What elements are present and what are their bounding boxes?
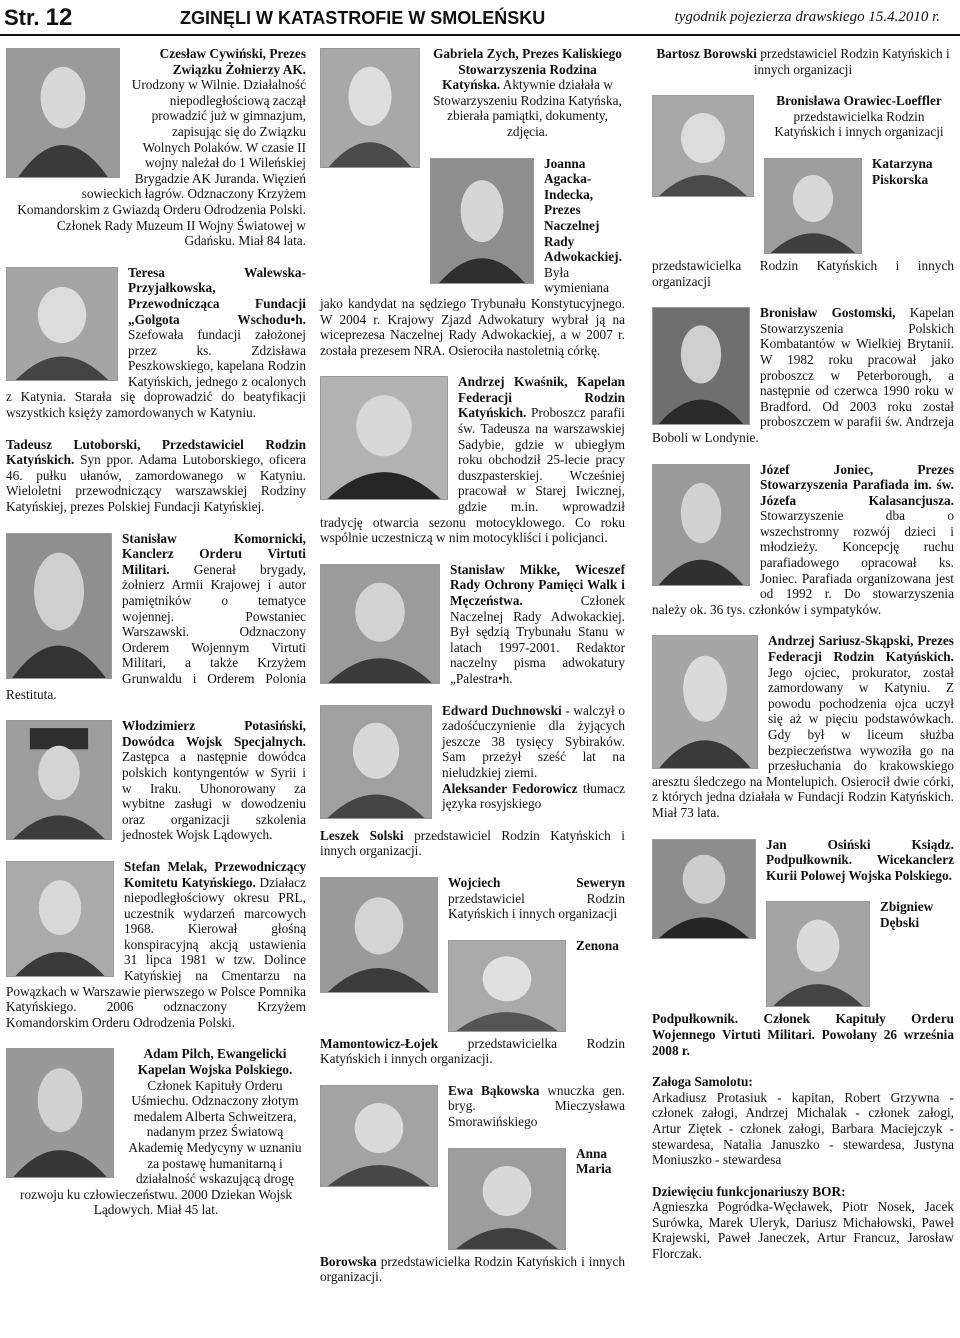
- entry-pilch: Adam Pilch, Ewangelicki Kapelan Wojska Polskiego. Członek Kapituły Orderu Uśmiechu. Odznaczony złotym medalem Alberta Schweitzera, nadanym przez Światową Akademię Medycyny w uznaniu za postawę humanitarną i działalność wskazującą drogę rozwoju ku człowieczeństwu. 2000 Dziekan Wojsk Lądowych. Miał 45 lat.: [6, 1046, 306, 1218]
- entry-zych: Gabriela Zych, Prezes Kaliskiego Stowarzyszenia Rodzina Katyńska. Aktywnie działała w Stowarzyszeniu Rodzina Katyńska, zbierała pamiątki, dokumenty, zdjęcia.: [320, 46, 625, 140]
- entry-bakowska: Ewa Bąkowska wnuczka gen. bryg. Mieczysława Smorawińskiego: [320, 1083, 625, 1130]
- portrait-photo: [6, 533, 112, 679]
- entry-walewska: Teresa Walewska-Przyjałkowska, Przewodnicząca Fundacji „Golgota Wschodu•h. Szefowała fundacji założonej przez ks. Zdzisława Peszkowskiego, kapelana Rodzin Katyńskich, jednego z ocalonych z Katynia. Starała się doprowadzić do beatyfikacji wszystkich księży zamordowanych w Katyniu.: [6, 264, 306, 421]
- page-number: Str. 12: [4, 4, 73, 31]
- section-title: ZGINĘLI W KATASTROFIE W SMOLEŃSKU: [180, 8, 546, 28]
- portrait-photo: [320, 564, 440, 684]
- entry-sariusz: Andrzej Sariusz-Skąpski, Prezes Federacji Rodzin Katyńskich. Jego ojciec, prokurator, został zamordowany w Katyniu. Z powodu pochodzenia ojca uczył się aż w pięciu podstawówkach. Gdy był w liceum służba bezpieczeństwa wywoziła go na przesłuchania do krakowskiego aresztu śledczego na Montelupich. Osierocił dwie córki, z których jedna działała w Fundacji Rodzin Katyńskich. Miał 73 lata.: [652, 633, 954, 820]
- portrait-photo: [652, 307, 750, 425]
- entry-duchnowski: Edward Duchnowski - walczył o zadośćuczynienie dla żyjących jeszcze 38 tysięcy Sybiraków. Sam przeżył sześć lat na nieludzkiej ziemi.: [320, 703, 625, 781]
- entry-borowska: Anna Maria Borowska przedstawicielka Rodzin Katyńskich i innych organizacji.: [320, 1145, 625, 1285]
- portrait-photo: [764, 158, 862, 254]
- entry-cywinski: Czesław Cywiński, Prezes Związku Żołnierzy AK. Urodzony w Wilnie. Działalność niepodległościową zaczął prowadzić już w gimnazjum, zapisując się do Związku Wolnych Polaków. W czasie II wojny należał do 1 Wileńskiej Brygadzie AK Juranda. Więzień sowieckich łagrów. Odznaczony Krzyżem Komandorskim z Gwiazdą Orderu Odrodzenia Polski. Członek Rady Muzeum II Wojny Światowej w Gdańsku. Miał 84 lata.: [6, 46, 306, 249]
- header-rule: [0, 34, 960, 36]
- entry-mamontowicz: Zenona Mamontowicz-Łojek przedstawicielka Rodzin Katyńskich i innych organizacji.: [320, 937, 626, 1067]
- portrait-photo: [6, 720, 112, 840]
- portrait-photo: [320, 376, 448, 500]
- portrait-photo: [6, 1048, 114, 1178]
- entry-komornicki: Stanisław Komornicki, Kanclerz Orderu Virtuti Militari. Generał brygady, żołnierz Armii Krajowej i autor pamiętników o tematyce wojennej. Powstaniec Warszawski. Odznaczony Orderem Wojennym Virtuti Militari, a także Krzyżem Grunwaldu i Orderem Polonia Restituta.: [6, 530, 306, 702]
- portrait-photo: [6, 267, 118, 381]
- entry-orawiec: Bronisława Orawiec-Loeffler przedstawicielka Rodzin Katyńskich i innych organizacji: [652, 93, 954, 140]
- entry-zaloga: Załoga Samolotu: Arkadiusz Protasiuk - kapitan, Robert Grzywna - członek załogi, Andrzej Michalak - członek załogi, Artur Ziętek - członek załogi, Barbara Maciejczyk - stewardesa, Natalia Januszko - stewardesa, Justyna Moniuszko - stewardesa: [652, 1074, 954, 1168]
- entry-gostomski: Bronisław Gostomski, Kapelan Stowarzyszenia Polskich Kombatantów w Wielkiej Brytanii. W 1982 roku pracował jako proboszcz w Peterborough, a następnie od czerwca 1990 roku w Bradford. Od 2003 roku został proboszczem w parafii św. Andrzeja Boboli w Londynie.: [652, 305, 955, 445]
- entry-debski: Zbigniew Dębski Podpułkownik. Członek Kapituły Orderu Wojennego Virtuti Militari. Powołany 26 września 2008 r.: [652, 899, 954, 1058]
- entry-joniec: Józef Joniec, Prezes Stowarzyszenia Parafiada im. św. Józefa Kalasancjusza. Stowarzyszenie dba o wszechstronny rozwój dzieci i młodzieży. Koncepcję ruchu parafiadowego opracował ks. Joniec. Parafiada organizowana jest od 1992 r. Do stowarzyszenia należy ok. 36 tys. członków i sympatyków.: [652, 461, 954, 617]
- entry-mikke: Stanisław Mikke, Wiceszef Rady Ochrony Pamięci Walk i Męczeństwa. Członek Naczelnej Rady Adwokackiej. Był sędzią Trybunału Stanu w latach 1997-2001. Redaktor naczelny pisma adwokatury „Palestra•h.: [320, 562, 625, 687]
- column-2: [320, 46, 625, 1285]
- entry-solski: Leszek Solski przedstawiciel Rodzin Katyńskich i innych organizacji.: [320, 827, 625, 859]
- entry-melak: Stefan Melak, Przewodniczący Komitetu Katyńskiego. Działacz niepodległościowy okresu PRL, uczestnik wydarzeń marcowych 1968. Kierował głośną konspiracyjną akcją ustawienia 31 lipca 1981 w tzw. Dolince Katyńskiej na Cmentarzu na Powązkach w Warszawie pierwszego w Polsce Pomnika Katyńskiego. 2006 odznaczony Krzyżem Komandorskim Orderu Odrodzenia Polski.: [6, 858, 306, 1030]
- entry-fedorowicz: Aleksander Fedorowicz tłumacz języka rosyjskiego: [442, 780, 625, 812]
- entry-osinski: Jan Osiński Ksiądz. Podpułkownik. Wicekanclerz Kurii Polowej Wojska Polskiego.: [652, 837, 954, 884]
- entry-potasinski: Włodzimierz Potasiński, Dowódca Wojsk Specjalnych. Zastępca a następnie dowódca polskich kontyngentów w Syrii i w Iraku. Uhonorowany za wybitne zasługi w dowodzeniu oraz organizacji szkolenia jednostek Wojsk Lądowych.: [6, 718, 306, 843]
- portrait-photo: [6, 48, 120, 178]
- page-header: [0, 0, 960, 38]
- column-3: [652, 46, 954, 1262]
- publication-info: tygodnik pojezierza drawskiego 15.4.2010 r.: [674, 9, 940, 25]
- column-1: [6, 46, 306, 1218]
- portrait-photo: [448, 1148, 566, 1250]
- entry-lutoborski: Tadeusz Lutoborski, Przedstawiciel Rodzin Katyńskich. Syn ppor. Adama Lutoborskiego, oficera 46. pułku ułanów, zamordowanego w Katyniu. Wieloletni przewodniczący warszawskiej Rodziny Katyńskiej, prezes Polskiej Fundacji Katyńskiej.: [6, 436, 307, 515]
- portrait-photo: [430, 158, 534, 284]
- entry-piskorska: Katarzyna Piskorska przedstawicielka Rodzin Katyńskich i innych organizacji: [652, 155, 954, 289]
- portrait-photo: [320, 48, 420, 168]
- portrait-photo: [6, 861, 114, 977]
- entry-borowski: Bartosz Borowski przedstawiciel Rodzin Katyńskich i innych organizacji: [656, 46, 950, 77]
- portrait-photo: [448, 940, 566, 1032]
- portrait-photo: [652, 635, 758, 769]
- portrait-photo: [652, 464, 750, 586]
- entry-kwasnik: Andrzej Kwaśnik, Kapelan Federacji Rodzin Katyńskich. Proboszcz parafii św. Tadeusza na warszawskiej Sadybie, gdzie w ubiegłym roku obchodził 25-lecie pracy duszpasterskiej. Wcześniej pracował w Starej Iwicznej, gdzie m.in. wprowadził tradycję otwarcia sezonu motocyklowego. Co roku wspólnie uczestniczą w nim motocykliści i policjanci.: [320, 374, 626, 546]
- entry-bor: Dziewięciu funkcjonariuszy BOR: Agnieszka Pogródka-Węcławek, Piotr Nosek, Jacek Surówka, Marek Uleryk, Dariusz Michałowski, Paweł Krajewski, Paweł Janeczek, Artur Francuz, Jarosław Florczak.: [652, 1183, 954, 1262]
- entry-seweryn: Wojciech Seweryn przedstawiciel Rodzin Katyńskich i innych organizacji: [320, 875, 625, 922]
- entry-agacka: Joanna Agacka-Indecka, Prezes Naczelnej Rady Adwokackiej. Była wymieniana jako kandydat na sędziego Trybunału Konstytucyjnego. W 2004 r. Krajowy Zjazd Adwokatury wybrał ją na wiceprezesa Naczelnej Rady Adwokackiej, a w 2007 r. została prezesem NRA. Osierociła nastoletnią córkę.: [320, 155, 625, 358]
- portrait-photo: [766, 901, 870, 1007]
